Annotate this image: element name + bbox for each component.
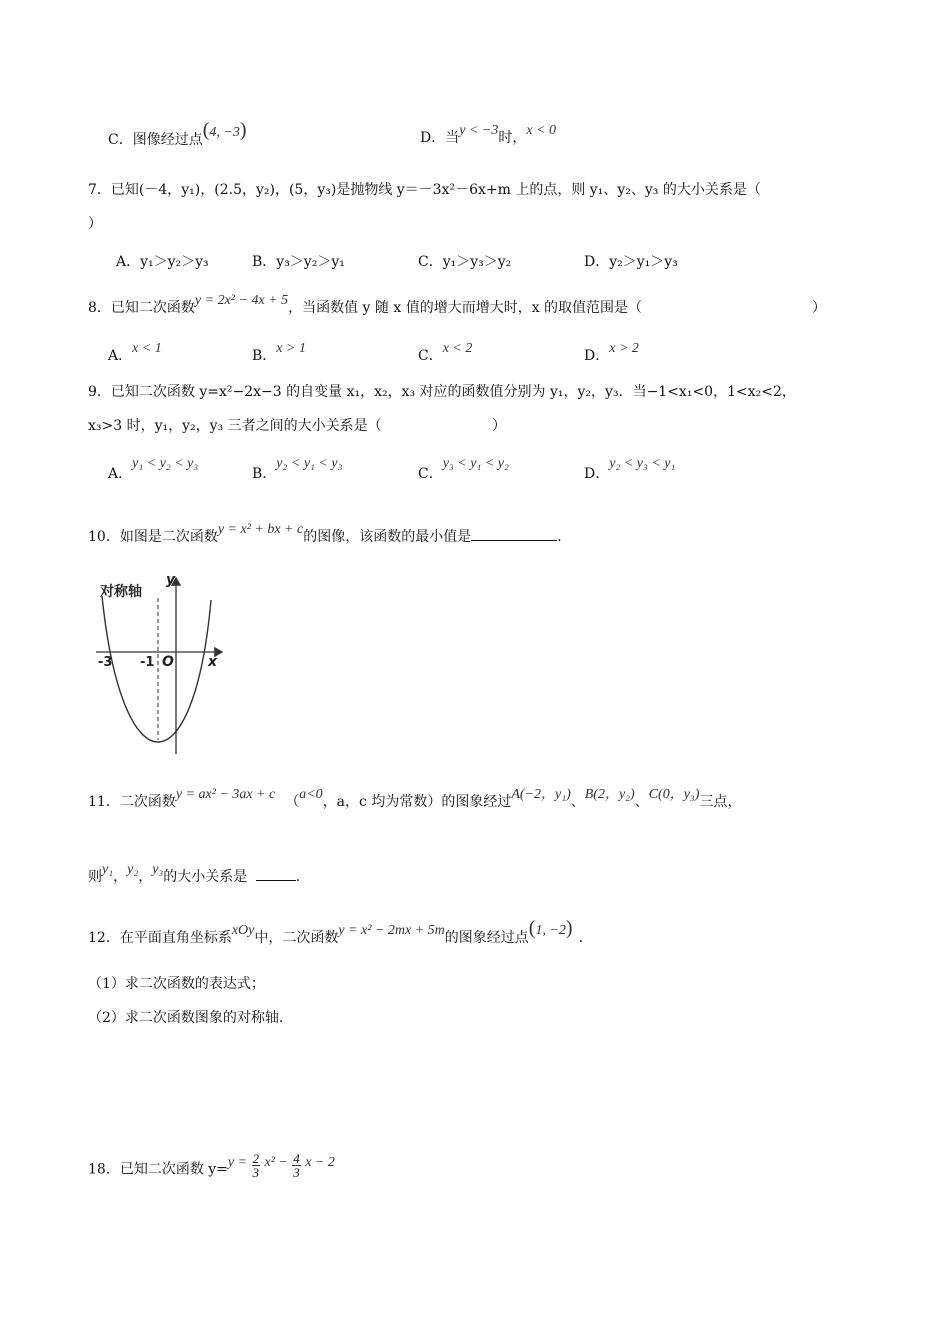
q12-stem: 12．在平面直角坐标系xOy中，二次函数y = x² − 2mx + 5m的图象经过点(1, −2) . (88, 917, 584, 946)
q6-optc-math: 4, −3 (209, 125, 240, 140)
q6-optd-math1: y < −3 (459, 123, 499, 138)
q9-option-c: C．y₃ < y₁ < y₂ (418, 456, 509, 482)
q12-coord: xOy (231, 923, 255, 938)
q6-option-c: C．图像经过点(4, −3) (108, 119, 247, 148)
q11-stem-line2: 则y₁，y₂，y₃的大小关系是 . (88, 862, 301, 885)
q7-stem-cont: ） (88, 216, 102, 232)
q11-point-b: B(2，y₂) (584, 787, 635, 802)
q18-fraction-2: $\frac{4}{3}$ (293, 1151, 300, 1180)
q10-parabola-figure (94, 570, 229, 755)
q18-stem: 18．已知二次函数 y=y = $\frac{2}{3}$ x² − $\frac{4}{3}$ x − 2 (88, 1151, 335, 1180)
q9-option-d: D．y₂ < y₃ < y₁ (584, 456, 676, 482)
q9-option-a: A．y₁ < y₂ < y₃ (108, 456, 199, 482)
q10-answer-blank[interactable] (471, 526, 557, 541)
q9-option-b: B．y₂ < y₁ < y₃ (252, 456, 343, 482)
figure-origin-label: O (162, 654, 174, 670)
q9-close-paren: ） (492, 418, 506, 434)
q11-point-a: A(−2，y₁) (511, 787, 571, 802)
q18-fraction-1: $\frac{2}{3}$ (252, 1151, 260, 1180)
q12-math: y = x² − 2mx + 5m (338, 923, 445, 938)
figure-tick-neg3: -3 (98, 655, 113, 670)
q8-stem: 8．已知二次函数y = 2x² − 4x + 5，当函数值 y 随 x 值的增大而增大时，x 的取值范围是（ (88, 293, 643, 316)
q9-stem-line2: x₃>3 时，y₁，y₂，y₃ 三者之间的大小关系是（ (88, 418, 382, 434)
q7-option-b: B．y₃＞y₂＞y₁ (252, 254, 345, 270)
q11-answer-blank[interactable] (256, 866, 296, 881)
q10-stem: 10．如图是二次函数y = x² + bx + c的图像，该函数的最小值是 ． (88, 522, 572, 545)
figure-y-label: y (166, 572, 176, 588)
q7-option-c: C．y₁＞y₃＞y₂ (418, 254, 512, 270)
q12-sub2: （2）求二次函数图象的对称轴. (88, 1010, 284, 1026)
q8-close-paren: ） (812, 300, 826, 316)
figure-axis-title: 对称轴 (100, 584, 142, 600)
q11-stem-line1: 11．二次函数y = ax² − 3ax + c （a<0，a，c 均为常数）的图象经过A(−2，y₁)、B(2，y₂)、C(0，y₃)三点， (88, 787, 742, 810)
q11-cond: a<0 (299, 787, 323, 802)
q10-math: y = x² + bx + c (217, 522, 304, 537)
q6-optd-math2: x < 0 (526, 123, 557, 138)
q7-option-d: D．y₂＞y₁＞y₃ (584, 254, 678, 270)
q9-stem-line1: 9．已知二次函数 y=x²−2x−3 的自变量 x₁，x₂，x₃ 对应的函数值分别为 y₁，y₂，y₃．当−1<x₁<0，1<x₂<2， (88, 384, 796, 400)
q8-math: y = 2x² − 4x + 5 (194, 293, 289, 308)
q7-option-a: A．y₁＞y₂＞y₃ (116, 254, 209, 270)
q11-math: y = ax² − 3ax + c (175, 787, 276, 802)
figure-x-label: x (208, 654, 218, 670)
figure-tick-neg1: -1 (140, 655, 155, 670)
q8-option-c: C．x < 2 (418, 341, 473, 364)
q6-option-d: D．当y < −3时，x < 0 (420, 123, 557, 146)
parabola-curve (102, 596, 211, 742)
q11-point-c: C(0，y₃) (648, 787, 700, 802)
q8-option-a: A．x < 1 (108, 341, 162, 364)
q8-option-b: B．x > 1 (252, 341, 306, 364)
q7-stem: 7．已知(－4，y₁)，(2.5，y₂)，(5，y₃)是抛物线 y＝－3x²－6x+m 上的点，则 y₁、y₂、y₃ 的大小关系是（ (88, 182, 761, 198)
q8-option-d: D．x > 2 (584, 341, 639, 364)
q12-point: 1, −2 (535, 923, 566, 938)
q12-sub1: （1）求二次函数的表达式； (88, 976, 265, 992)
